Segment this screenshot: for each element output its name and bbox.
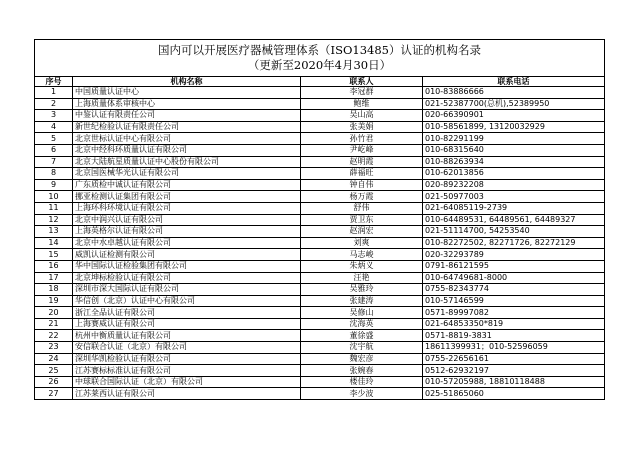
- row-org-name: 北京中水卓越认证有限公司: [73, 237, 301, 249]
- row-org-name: 上海赛威认证有限公司: [73, 318, 301, 330]
- row-org-name: 广东质检中诚认证有限公司: [73, 179, 301, 191]
- row-contact: 赵润宏: [301, 226, 423, 238]
- row-seq: 20: [35, 307, 73, 319]
- row-org-name: 华中国际认证检验集团有限公司: [73, 260, 301, 272]
- row-phone: 0571-8819-3831: [423, 330, 605, 342]
- row-seq: 6: [35, 144, 73, 156]
- row-phone: 010-57205988, 18810118488: [423, 376, 605, 388]
- row-seq: 2: [35, 98, 73, 110]
- row-phone: 010-83886666: [423, 87, 605, 99]
- row-org-name: 中球联合国际认证（北京）有限公司: [73, 376, 301, 388]
- row-org-name: 上海环科环境认证有限公司: [73, 202, 301, 214]
- row-org-name: 深圳市深大国际认证有限公司: [73, 284, 301, 296]
- row-contact: 张婉春: [301, 365, 423, 377]
- row-contact: 杨万霞: [301, 191, 423, 203]
- table-row: [35, 144, 605, 156]
- table-row: [35, 260, 605, 272]
- header-row: [35, 77, 605, 87]
- row-phone: 025-51865060: [423, 388, 605, 400]
- table-row: [35, 376, 605, 388]
- table-row: [35, 179, 605, 191]
- header-org-name: 机构名称: [73, 77, 301, 87]
- row-seq: 13: [35, 226, 73, 238]
- row-org-name: 威凯认证检测有限公司: [73, 249, 301, 261]
- row-phone: 0755-82343774: [423, 284, 605, 296]
- header-contact: 联系人: [301, 77, 423, 87]
- row-contact: 吴山高: [301, 110, 423, 122]
- row-seq: 15: [35, 249, 73, 261]
- row-contact: 赵明霞: [301, 156, 423, 168]
- table-row: [35, 307, 605, 319]
- row-contact: 尹屹峰: [301, 144, 423, 156]
- table-row: [35, 388, 605, 400]
- table-row: [35, 214, 605, 226]
- institution-table: [34, 39, 605, 400]
- row-seq: 14: [35, 237, 73, 249]
- table-body: [35, 87, 605, 400]
- row-seq: 8: [35, 168, 73, 180]
- row-contact: 董徐盛: [301, 330, 423, 342]
- table-row: [35, 133, 605, 145]
- table-row: [35, 365, 605, 377]
- row-phone: 010-82272502, 82271726, 82272129: [423, 237, 605, 249]
- table-row: [35, 121, 605, 133]
- row-phone: 020-32293789: [423, 249, 605, 261]
- row-phone: 010-57146599: [423, 295, 605, 307]
- row-phone: 020-89232208: [423, 179, 605, 191]
- row-seq: 24: [35, 353, 73, 365]
- row-phone: 021-52387700(总机),52389950: [423, 98, 605, 110]
- row-contact: 楼佳玲: [301, 376, 423, 388]
- row-contact: 张美娟: [301, 121, 423, 133]
- table-row: [35, 295, 605, 307]
- row-contact: 刘爽: [301, 237, 423, 249]
- row-contact: 马志峻: [301, 249, 423, 261]
- table-row: [35, 342, 605, 354]
- table-row: [35, 284, 605, 296]
- header-seq: 序号: [35, 77, 73, 87]
- document-title-cell: [35, 40, 605, 77]
- table-row: [35, 191, 605, 203]
- row-phone: 021-64085119-2739: [423, 202, 605, 214]
- row-seq: 21: [35, 318, 73, 330]
- row-org-name: 北京大陆航星质量认证中心股份有限公司: [73, 156, 301, 168]
- row-contact: 吴修山: [301, 307, 423, 319]
- row-seq: 9: [35, 179, 73, 191]
- header-phone: 联系电话: [423, 77, 605, 87]
- row-seq: 26: [35, 376, 73, 388]
- row-org-name: 上海质量体系审核中心: [73, 98, 301, 110]
- row-phone: 010-58561899, 13120032929: [423, 121, 605, 133]
- row-contact: 汪艳: [301, 272, 423, 284]
- row-org-name: 上海英格尔认证有限公司: [73, 226, 301, 238]
- row-seq: 19: [35, 295, 73, 307]
- row-seq: 18: [35, 284, 73, 296]
- table-row: [35, 168, 605, 180]
- row-phone: 0755-22656161: [423, 353, 605, 365]
- row-org-name: 挪亚检测认证集团有限公司: [73, 191, 301, 203]
- row-phone: 010-82291199: [423, 133, 605, 145]
- row-seq: 12: [35, 214, 73, 226]
- row-phone: 021-51114700, 54253540: [423, 226, 605, 238]
- row-phone: 010-88263934: [423, 156, 605, 168]
- row-seq: 11: [35, 202, 73, 214]
- title-row: [35, 40, 605, 77]
- row-phone: 0791-86121595: [423, 260, 605, 272]
- row-org-name: 北京世标认证中心有限公司: [73, 133, 301, 145]
- row-org-name: 中鉴认证有限责任公司: [73, 110, 301, 122]
- row-contact: 吴雅玲: [301, 284, 423, 296]
- row-org-name: 北京国医械华光认证有限公司: [73, 168, 301, 180]
- row-org-name: 浙江全品认证有限公司: [73, 307, 301, 319]
- row-phone: 18611399931；010-52596059: [423, 342, 605, 354]
- table-row: [35, 249, 605, 261]
- row-contact: 张建涛: [301, 295, 423, 307]
- row-seq: 4: [35, 121, 73, 133]
- table-row: [35, 110, 605, 122]
- table-row: [35, 98, 605, 110]
- row-org-name: 江苏莱西认证有限公司: [73, 388, 301, 400]
- row-seq: 17: [35, 272, 73, 284]
- row-seq: 5: [35, 133, 73, 145]
- row-phone: 010-64749681-8000: [423, 272, 605, 284]
- table-row: [35, 156, 605, 168]
- row-contact: 沈海英: [301, 318, 423, 330]
- row-org-name: 中国质量认证中心: [73, 87, 301, 99]
- row-seq: 3: [35, 110, 73, 122]
- row-phone: 010-62013856: [423, 168, 605, 180]
- table-row: [35, 226, 605, 238]
- row-phone: 021-64853350*819: [423, 318, 605, 330]
- row-seq: 7: [35, 156, 73, 168]
- table-row: [35, 87, 605, 99]
- row-seq: 23: [35, 342, 73, 354]
- row-org-name: 北京坤标检验认证有限公司: [73, 272, 301, 284]
- table-row: [35, 202, 605, 214]
- row-org-name: 江苏赛标标准认证有限公司: [73, 365, 301, 377]
- row-contact: 沈宇航: [301, 342, 423, 354]
- row-org-name: 安信联合认证（北京）有限公司: [73, 342, 301, 354]
- row-seq: 27: [35, 388, 73, 400]
- row-seq: 22: [35, 330, 73, 342]
- document-subtitle: （更新至2020年4月30日）: [247, 58, 392, 72]
- row-seq: 10: [35, 191, 73, 203]
- row-phone: 021-50977003: [423, 191, 605, 203]
- row-phone: 010-64489531, 64489561, 64489327: [423, 214, 605, 226]
- table-row: [35, 330, 605, 342]
- row-phone: 010-68315640: [423, 144, 605, 156]
- row-org-name: 杭州中衡质量认证有限公司: [73, 330, 301, 342]
- row-contact: 鲍维: [301, 98, 423, 110]
- row-contact: 朱炳义: [301, 260, 423, 272]
- row-phone: 0512-62932197: [423, 365, 605, 377]
- row-phone: 020-66390901: [423, 110, 605, 122]
- document-sheet: [34, 39, 604, 400]
- row-contact: 贾卫东: [301, 214, 423, 226]
- row-org-name: 北京中经科环质量认证有限公司: [73, 144, 301, 156]
- row-org-name: 深圳华凯检验认证有限公司: [73, 353, 301, 365]
- table-row: [35, 318, 605, 330]
- table-row: [35, 237, 605, 249]
- row-contact: 李冠群: [301, 87, 423, 99]
- row-org-name: 新世纪检验认证有限责任公司: [73, 121, 301, 133]
- table-row: [35, 272, 605, 284]
- row-seq: 16: [35, 260, 73, 272]
- row-contact: 孙竹君: [301, 133, 423, 145]
- table-row: [35, 353, 605, 365]
- row-contact: 魏宏彦: [301, 353, 423, 365]
- document-title: 国内可以开展医疗器械管理体系（ISO13485）认证的机构名录: [158, 43, 481, 57]
- row-seq: 25: [35, 365, 73, 377]
- row-seq: 1: [35, 87, 73, 99]
- row-contact: 李少波: [301, 388, 423, 400]
- row-contact: 薛福旺: [301, 168, 423, 180]
- row-org-name: 北京中润兴认证有限公司: [73, 214, 301, 226]
- row-contact: 钟自伟: [301, 179, 423, 191]
- row-phone: 0571-89997082: [423, 307, 605, 319]
- row-org-name: 华信创（北京）认证中心有限公司: [73, 295, 301, 307]
- row-contact: 舒伟: [301, 202, 423, 214]
